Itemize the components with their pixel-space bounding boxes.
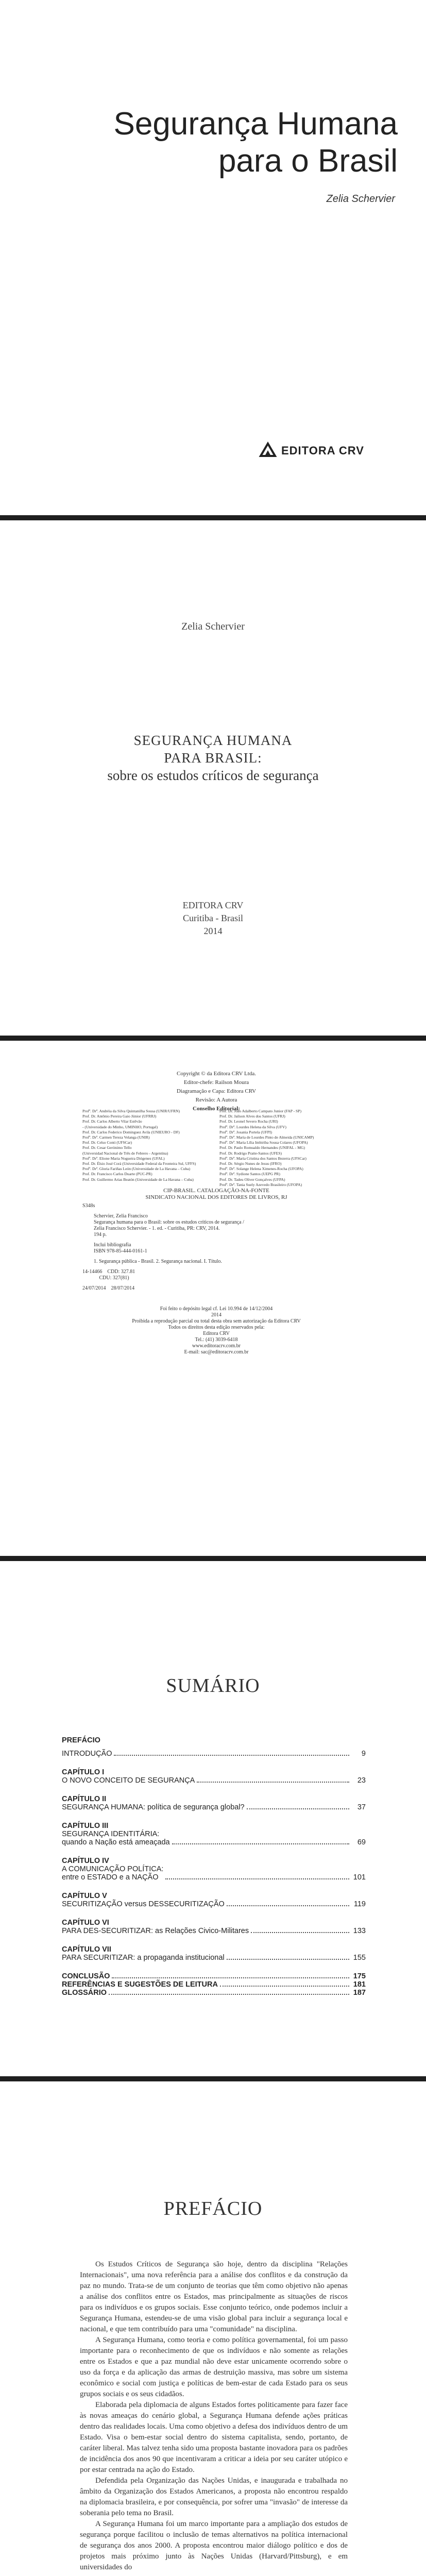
publisher-logo [258,440,364,461]
cip-subjects: 1. Segurança pública - Brasil. 2. Segurança nacional. I. Título. [94,1259,222,1264]
footer-phone: Tel.: (41) 3039-6418 [195,1337,238,1343]
council-member: Prof. Dr. Carlos Federico Dominguez Avila (UNIEURO - DF) [82,1129,180,1134]
toc-leader-dots [112,1977,349,1978]
title-page [0,520,426,1036]
cip-number-line: CDU: 327(81) [82,1275,129,1281]
toc-entry-label: CAPÍTULO VII [62,1945,111,1954]
editorial-council [82,1109,350,1188]
toc-entry[interactable] [62,1927,366,1935]
cip-dates: 24/07/2014 28/07/2014 [82,1285,135,1291]
cip-line: ISBN 978-85-444-0161-1 [94,1248,147,1254]
toc-entry-page: 175 [353,1972,366,1980]
toc-leader-dots [197,1782,349,1783]
toc-entry[interactable] [62,1865,366,1882]
toc-entry-page: 9 [361,1750,366,1758]
footer-email[interactable]: E-mail: sac@editoracrv.com.br [184,1349,249,1355]
council-member: Prof. Dr. João Adalberto Campato Junior (FAP - SP) [219,1109,302,1113]
toc-entry[interactable] [62,1750,366,1758]
council-member: Profª. Drª. Elione Maria Nogueira Diógenes (UFAL) [82,1156,165,1161]
council-member: Profª. Drª. Andréia da Silva Quintanilha Sousa (UNIR/UFRN) [82,1109,180,1113]
toc-entry[interactable] [62,1892,366,1900]
toc-entry-label: SEGURANÇA IDENTITÁRIA: quando a Nação está ameaçada [62,1830,170,1846]
toc-entry-label: PREFÁCIO [62,1736,100,1744]
title-line-2: PARA BRASIL: [164,750,262,766]
imprint-year: 2014 [203,926,223,936]
cover-author: Zelia Schervier [326,193,395,205]
toc-leader-dots [109,1994,349,1995]
toc-entry-page: 69 [357,1838,366,1846]
toc-entry[interactable] [62,1736,366,1744]
paragraph: Defendida pela Organização das Nações Unidas, e inaugurada e trabalhada no âmbito da Organização dos Estados Americanos, a proposta não encontrou respaldo na diplomacia brasileira, e por consequência, por sofrer uma "invasão" de interesse da soberania pelo tema no Brasil. [80,2477,348,2517]
title-line-1: SEGURANÇA HUMANA [133,733,293,748]
title-page-imprint [0,899,426,938]
council-member: Prof. Dr. Rodrigo Pratte-Santos (UFES) [219,1150,282,1156]
toc-entry[interactable] [62,1900,366,1908]
preface-heading: PREFÁCIO [163,2198,263,2219]
toc-entry[interactable] [62,1945,366,1954]
council-member: Prof. Dr. Celso Conti (UFSCar) [82,1140,132,1145]
council-member: Prof. Dr. Élsio José Corá (Universidade Federal da Fronteira Sul, UFFS) [82,1161,196,1166]
toc-leader-dots [114,1755,349,1756]
toc-entry[interactable] [62,1980,366,1989]
table-of-contents [62,1736,366,1997]
cip-line: Inclui bibliografia [94,1242,131,1248]
toc-entry[interactable] [62,1803,366,1811]
toc-entry-label: CAPÍTULO I [62,1768,105,1776]
summary-page [0,1561,426,2076]
council-member: Profª. Drª. Solange Helena Ximenes-Rocha (UFOPA) [219,1166,303,1172]
council-member: Profª. Drª. Maria de Lourdes Pinto de Almeida (UNICAMP) [219,1135,314,1140]
cip-subtitle: SINDICATO NACIONAL DOS EDITORES DE LIVROS, RJ [145,1194,287,1200]
title-page-subtitle: sobre os estudos críticos de segurança [107,768,319,783]
toc-entry-label: CONCLUSÃO [62,1972,110,1980]
imprint-publisher: EDITORA CRV [182,900,244,910]
toc-entry[interactable] [62,1972,366,1980]
toc-entry-label: GLOSSÁRIO [62,1989,107,1997]
toc-entry-page: 101 [353,1873,366,1882]
council-member: Profª. Drª. Josania Portela (UFPI) [219,1129,272,1134]
council-member: Prof. Dr. Sérgio Nunes de Jesus (IFRO) [219,1161,282,1166]
revision-credit: Revisão: A Autora [195,1097,237,1103]
council-member: - (Universidade do Minho, UMINHO, Portugal) [82,1124,158,1129]
cip-header [82,1188,350,1201]
title-page-title [0,732,426,767]
toc-entry-label: A COMUNICAÇÃO POLÍTICA: entre o ESTADO e a NAÇÃO [62,1865,164,1882]
cip-record [82,1203,350,1292]
toc-entry[interactable] [62,1795,366,1803]
cip-line: 194 p. [94,1232,107,1238]
toc-entry-label: SECURITIZAÇÃO versus DESSECURITIZAÇÃO [62,1900,225,1908]
toc-entry-label: INTRODUÇÃO [62,1750,112,1758]
toc-entry-page: 133 [353,1927,366,1935]
council-member: Prof. Dr. Jailson Alves dos Santos (UFRJ) [219,1114,285,1119]
paragraph: Os Estudos Críticos de Segurança são hoje, dentro da disciplina "Relações Internacionais", uma nova referência para a análise dos conflitos e da construção da paz no mundo. Trata-se de um conjunto de teorias que têm como objetivo não apenas a análise dos conflitos entre os Estados, mas principalmente as situações de riscos para os indivíduos e os grupos sociais. Esse conjunto teórico, onde podemos incluir a Segurança Humana, estendeu-se de uma visão global para incluir a segurança local e nacional, e que tem contribuído para uma "comunidade" na disciplina. [80,2260,348,2333]
copyright-line: Copyright © da Editora CRV Ltda. [177,1071,256,1077]
council-member: Profª. Drª. Maria Lília Imbiriba Sousa Colares (UFOPA) [219,1140,308,1145]
toc-entry-label: PARA DES-SECURITIZAR: as Relações Civico-Militares [62,1927,249,1935]
council-member: Prof. Dr. Cesar Gerónimo Tello [82,1145,132,1150]
prohibition: Proibida a reprodução parcial ou total desta obra sem autorização da Editora CRV [132,1318,301,1324]
toc-leader-dots [227,1959,349,1960]
cip-line: Segurança humana para o Brasil: sobre os estudos críticos de segurança / [94,1219,244,1225]
preface-page [0,2081,426,2576]
council-member: Profª. Drª. Maria Cristina dos Santos Bezerra (UFSCar) [219,1156,306,1161]
toc-entry-page: 155 [353,1954,366,1962]
copyright-footer [82,1306,350,1355]
toc-entry[interactable] [62,1989,366,1997]
summary-heading: SUMÁRIO [166,1675,260,1697]
toc-entry-page: 119 [353,1900,366,1908]
footer-site[interactable]: www.editoracrv.com.br [192,1343,241,1349]
toc-entry-page: 23 [357,1776,366,1785]
paragraph: A Segurança Humana foi um marco importante para a ampliação dos estudos de segurança porque facilitou o inclusão de temas alternativos na política internacional de segurança dos anos 2000. A proposta encontrou maior diálogo político e dos de projetos mais próximo junto às Nações Unidas (Harvard/Pittsburg), e em universidades do [80,2520,348,2571]
toc-entry-label: SEGURANÇA HUMANA: política de segurança global? [62,1803,245,1811]
toc-entry[interactable] [62,1857,366,1865]
council-member: Profª. Drª. Gloria Fariñas León (Universidade de La Havana – Cuba) [82,1166,191,1172]
toc-entry[interactable] [62,1822,366,1830]
council-member: (Universidad Nacional de Três de Febrero - Argentina) [82,1150,168,1156]
cip-code: S348s [82,1203,95,1209]
toc-entry-label: CAPÍTULO II [62,1795,107,1803]
council-member: Prof. Dr. Paulo Romualdo Hernandes (UNIFAL - MG) [219,1145,305,1150]
council-right-column [219,1109,350,1188]
cip-lines [82,1213,350,1238]
rights-reserved: Todos os direitos desta edição reservados pela: [168,1325,265,1330]
council-left-column [82,1109,213,1188]
paragraph: A Segurança Humana, como teoria e como política governamental, foi um passo importante para o reconhecimento de que os indivíduos e não somente as relações entre os Estados e que a paz mundial não deve estar unicamente ocorrendo sobre o uso da força e da aplicação das armas de destruição massiva, mas sobre um sistema econômico e social com justiça e políticas de bem-estar de cada Estado para os seus grupos sociais e os seus cidadãos. [80,2336,348,2398]
council-member: Prof. Dr. Leonel Severo Rocha (URI) [219,1119,278,1124]
cover-title: Segurança Humana para o Brasil [113,106,398,179]
legal-deposit: Foi feito o depósito legal cf. Lei 10.994 de 14/12/2004 [160,1306,273,1312]
council-member: Profª. Drª. Sydione Santos (UEPG PR) [219,1172,280,1177]
title-page-author: Zelia Schervier [181,621,245,632]
toc-entry[interactable] [62,1954,366,1962]
cip-title: CIP-BRASIL. CATALOGAÇÃO-NA-FONTE [163,1188,269,1194]
editor-chief: Editor-chefe: Railson Moura [183,1079,249,1086]
cip-line: Zelia Francisco Schervier. - 1. ed. - Curitiba, PR: CRV, 2014. [94,1226,220,1231]
council-member: Profª. Drª. Lourdes Helena da Silva (UFV) [219,1124,286,1129]
footer-year: 2014 [211,1312,221,1318]
toc-entry-page: 37 [357,1803,366,1811]
toc-entry-label: PARA SECURITIZAR: a propaganda institucional [62,1954,225,1962]
council-title: Conselho Editorial: [193,1106,240,1112]
toc-leader-dots [251,1932,349,1933]
toc-leader-dots [165,1878,349,1879]
cip-line: Schervier, Zelia Francisco [94,1213,148,1219]
toc-entry-label: O NOVO CONCEITO DE SEGURANÇA [62,1776,195,1785]
toc-leader-dots [247,1808,349,1809]
preface-body [80,2259,348,2573]
toc-leader-dots [172,1843,349,1844]
paragraph: Elaborada pela diplomacia de alguns Estados fortes politicamente para fazer face às novas ameaças do cenário global, a Segurança Humana defende ações práticas dentro das realidades locais. Uma como objetivo a defesa dos indivíduos dentro de um Estado. Visa o bem-estar social dentro do sistema capitalista, sendo, portanto, de caráter liberal. Mas talvez tenha sido uma proposta bastante inovadora para os padrões de incidência dos anos 90 que incentivaram a criticar a ideia por seu caráter utópico e por estar centrada na ação do Estado. [80,2401,348,2474]
publisher-logo-text: EDITORA CRV [281,444,364,457]
toc-leader-dots [227,1905,349,1906]
toc-leader-dots [220,1986,349,1987]
cip-more [82,1242,350,1255]
cover-page [0,0,426,515]
toc-entry-label: CAPÍTULO V [62,1892,107,1900]
footer-publisher: Editora CRV [203,1331,230,1336]
toc-entry[interactable] [62,1919,366,1927]
toc-entry[interactable] [62,1768,366,1776]
toc-entry[interactable] [62,1830,366,1846]
toc-entry-label: REFERÊNCIAS E SUGESTÕES DE LEITURA [62,1980,218,1989]
council-member: Prof. Dr. Tadeu Oliver Gonçalves (UFPA) [219,1177,285,1182]
council-member: Profª. Drª. Carmen Tereza Velanga (UNIR) [82,1135,150,1140]
toc-entry[interactable] [62,1776,366,1785]
council-member: Prof. Dr. Antônio Pereira Gaio Júnior (UFRRJ) [82,1114,157,1119]
council-member: Prof. Dr. Francisco Carlos Duarte (PUC-PR) [82,1172,152,1177]
toc-entry-page: 187 [353,1989,366,1997]
crv-logo-icon [258,440,278,461]
copyright-page [0,1041,426,1556]
toc-entry-label: CAPÍTULO III [62,1822,109,1830]
copyright-header [82,1071,350,1112]
diagram-credit: Diagramação e Capa: Editora CRV [176,1088,257,1094]
toc-entry-label: CAPÍTULO VI [62,1919,109,1927]
cip-number-line: 14-14466 CDD: 327.81 [82,1269,135,1275]
toc-entry-page: 181 [353,1980,366,1989]
cip-numbers [82,1269,350,1281]
toc-entry-label: CAPÍTULO IV [62,1857,109,1865]
council-member: Prof. Dr. Carlos Alberto Vilar Estêvão [82,1119,142,1124]
council-member: Prof. Dr. Guillermo Arias Beatón (Universidade de La Havana – Cuba) [82,1177,194,1182]
council-member: Profª. Drª. Tania Suely Azevedo Brasileiro (UFOPA) [219,1182,302,1187]
imprint-city: Curitiba - Brasil [183,913,243,923]
